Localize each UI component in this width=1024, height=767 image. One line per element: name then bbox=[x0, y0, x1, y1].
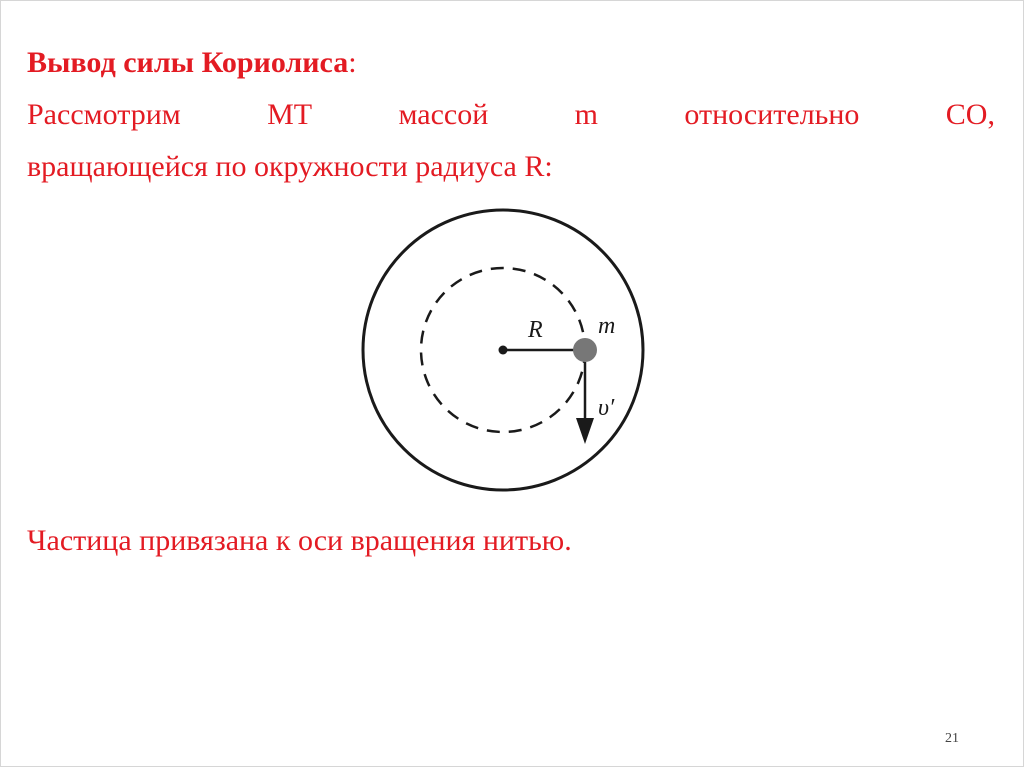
velocity-label: υ′ bbox=[598, 395, 615, 421]
diagram-svg bbox=[356, 206, 661, 498]
text-line-1 bbox=[27, 89, 995, 141]
line1-word-2: МТ bbox=[267, 98, 313, 131]
text-line-2: вращающейся по окружности радиуса R: bbox=[27, 150, 553, 183]
mass-label: m bbox=[598, 313, 616, 339]
heading-colon: : bbox=[348, 46, 357, 79]
line1-word-1: Рассмотрим bbox=[27, 98, 181, 131]
caption-text: Частица привязана к оси вращения нитью. bbox=[27, 524, 572, 557]
line1-word-5: относительно bbox=[684, 98, 860, 131]
center-axis-dot bbox=[499, 346, 508, 355]
slide-heading bbox=[27, 37, 995, 89]
mass-point bbox=[573, 338, 597, 362]
line1-word-6: СО, bbox=[945, 98, 995, 131]
slide-text bbox=[27, 37, 995, 193]
radius-label: R bbox=[528, 317, 543, 343]
page-number: 21 bbox=[945, 731, 959, 746]
rotating-frame-diagram bbox=[356, 206, 661, 498]
line1-word-4: m bbox=[574, 98, 598, 131]
velocity-arrow-head bbox=[576, 418, 594, 444]
heading-text: Вывод силы Кориолиса bbox=[27, 46, 349, 79]
line1-word-3: массой bbox=[398, 98, 489, 131]
